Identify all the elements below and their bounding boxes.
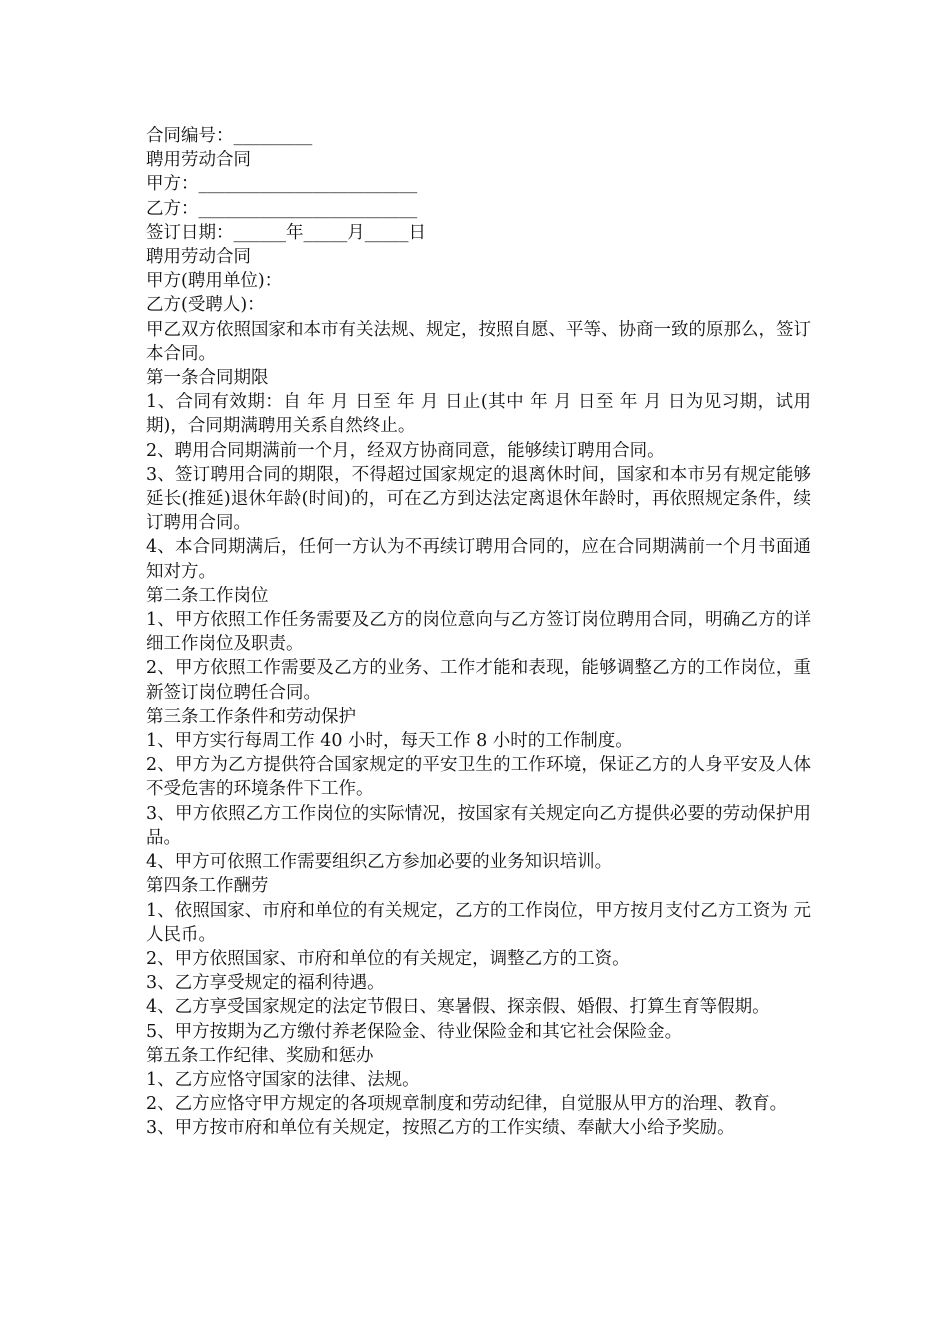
article-4-clause-1: 1、依照国家、市府和单位的有关规定，乙方的工作岗位，甲方按月支付乙方工资为 元人民币。 <box>146 900 811 945</box>
article-5-clause-1: 1、乙方应恪守国家的法律、法规。 <box>146 1069 420 1090</box>
article-5-heading: 第五条工作纪律、奖励和惩办 <box>146 1045 374 1066</box>
article-3-heading: 第三条工作条件和劳动保护 <box>146 706 356 727</box>
article-1-clause-3: 3、签订聘用合同的期限，不得超过国家规定的退离休时间，国家和本市另有规定能够延长(推延)退休年龄(时间)的，可在乙方到达法定离退休年龄时，再依照规定条件，续订聘用合同。 <box>146 464 811 534</box>
article-4-clause-2: 2、甲方依照国家、市府和单位的有关规定，调整乙方的工资。 <box>146 948 630 969</box>
article-3-clause-1: 1、甲方实行每周工作 40 小时，每天工作 8 小时的工作制度。 <box>146 731 633 752</box>
party-a-label: 甲方(聘用单位)： <box>146 271 283 292</box>
cover-party-b: 乙方：_________________________ <box>146 198 418 219</box>
article-1-clause-4: 4、本合同期满后，任何一方认为不再续订聘用合同的，应在合同期满前一个月书面通知对方。 <box>146 537 811 582</box>
article-3-clause-3: 3、甲方依照乙方工作岗位的实际情况，按国家有关规定向乙方提供必要的劳动保护用品。 <box>146 803 811 848</box>
article-3-clause-4: 4、甲方可依照工作需要组织乙方参加必要的业务知识培训。 <box>146 852 613 873</box>
cover-party-a: 甲方：_________________________ <box>146 174 418 195</box>
article-3-clause-2: 2、甲方为乙方提供符合国家规定的平安卫生的工作环境，保证乙方的人身平安及人体不受危害的环境条件下工作。 <box>146 755 811 800</box>
article-5-clause-2: 2、乙方应恪守甲方规定的各项规章制度和劳动纪律，自觉服从甲方的治理、教育。 <box>146 1094 788 1115</box>
contract-number-line: 合同编号：_________ <box>146 126 313 146</box>
cover-title: 聘用劳动合同 <box>146 150 251 171</box>
article-2-clause-1: 1、甲方依照工作任务需要及乙方的岗位意向与乙方签订岗位聘用合同，明确乙方的详细工作岗位及职责。 <box>146 610 811 655</box>
article-4-clause-4: 4、乙方享受国家规定的法定节假日、寒暑假、探亲假、婚假、打算生育等假期。 <box>146 997 770 1018</box>
article-4-clause-5: 5、甲方按期为乙方缴付养老保险金、待业保险金和其它社会保险金。 <box>146 1021 683 1042</box>
article-1-clause-1: 1、合同有效期：自 年 月 日至 年 月 日止(其中 年 月 日至 年 月 日为见习期，试用期)，合同期满聘用关系自然终止。 <box>146 392 811 437</box>
article-5-clause-3: 3、甲方按市府和单位有关规定，按照乙方的工作实绩、奉献大小给予奖励。 <box>146 1118 735 1139</box>
preamble-paragraph: 甲乙双方依照国家和本市有关法规、规定，按照自愿、平等、协商一致的原那么，签订本合同。 <box>146 319 811 364</box>
document-body <box>146 124 811 1141</box>
article-2-heading: 第二条工作岗位 <box>146 585 269 606</box>
article-4-heading: 第四条工作酬劳 <box>146 876 269 897</box>
article-1-clause-2: 2、聘用合同期满前一个月，经双方协商同意，能够续订聘用合同。 <box>146 440 665 461</box>
party-b-label: 乙方(受聘人)： <box>146 295 265 316</box>
article-4-clause-3: 3、乙方享受规定的福利待遇。 <box>146 973 385 994</box>
contract-title: 聘用劳动合同 <box>146 247 251 268</box>
signing-date-line: 签订日期：______年_____月_____日 <box>146 222 426 243</box>
article-1-heading: 第一条合同期限 <box>146 368 269 389</box>
article-2-clause-2: 2、甲方依照工作需要及乙方的业务、工作才能和表现，能够调整乙方的工作岗位，重新签订岗位聘任合同。 <box>146 658 811 703</box>
